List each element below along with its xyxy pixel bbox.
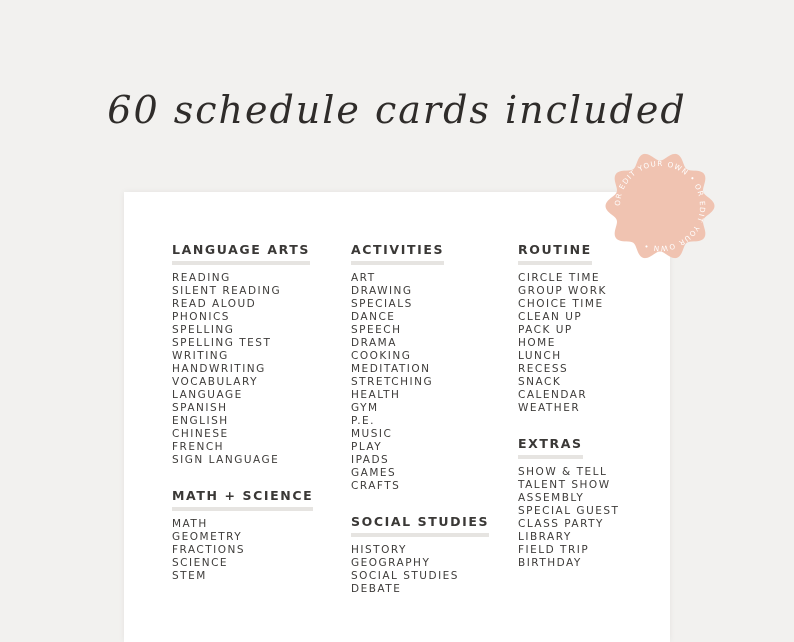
section-items xyxy=(518,466,619,570)
headline: 60 schedule cards included xyxy=(107,88,687,132)
list-item: LANGUAGE xyxy=(172,389,243,401)
list-item: WEATHER xyxy=(518,402,581,414)
list-item: TALENT SHOW xyxy=(518,479,611,491)
section-items xyxy=(172,518,313,583)
list-item: DRAMA xyxy=(351,337,397,349)
section-items xyxy=(518,272,619,415)
list-item: CRAFTS xyxy=(351,480,401,492)
list-item: HOME xyxy=(518,337,556,349)
list-item: GROUP WORK xyxy=(518,285,607,297)
list-item: CLEAN UP xyxy=(518,311,583,323)
list-item: GAMES xyxy=(351,467,397,479)
list-item: SILENT READING xyxy=(172,285,282,297)
list-item: PLAY xyxy=(351,441,383,453)
column-3 xyxy=(518,239,619,588)
list-item: ENGLISH xyxy=(172,415,229,427)
list-item: FRACTIONS xyxy=(172,544,246,556)
list-item: CIRCLE TIME xyxy=(518,272,601,284)
section-items xyxy=(351,544,489,596)
list-item: DANCE xyxy=(351,311,396,323)
list-item: SPANISH xyxy=(172,402,228,414)
list-item: CHOICE TIME xyxy=(518,298,604,310)
list-item: CLASS PARTY xyxy=(518,518,604,530)
schedule-card-list xyxy=(124,192,670,642)
list-item: FRENCH xyxy=(172,441,225,453)
section-title: MATH + SCIENCE xyxy=(172,488,313,511)
list-item: P.E. xyxy=(351,415,376,427)
list-item: PHONICS xyxy=(172,311,230,323)
list-item: MEDITATION xyxy=(351,363,431,375)
list-item: SIGN LANGUAGE xyxy=(172,454,280,466)
section-title: LANGUAGE ARTS xyxy=(172,242,310,265)
list-item: VOCABULARY xyxy=(172,376,258,388)
list-item: HEALTH xyxy=(351,389,401,401)
list-item: SPEECH xyxy=(351,324,402,336)
column-2 xyxy=(351,239,489,614)
list-item: SOCIAL STUDIES xyxy=(351,570,459,582)
scalloped-badge-icon xyxy=(604,150,716,262)
section-extras xyxy=(518,433,619,570)
list-item: SPELLING xyxy=(172,324,235,336)
list-item: MUSIC xyxy=(351,428,393,440)
list-item: CALENDAR xyxy=(518,389,588,401)
section-items xyxy=(351,272,489,493)
list-item: RECESS xyxy=(518,363,569,375)
list-item: COOKING xyxy=(351,350,412,362)
list-item: SPECIAL GUEST xyxy=(518,505,620,517)
list-item: ART xyxy=(351,272,376,284)
list-item: READ ALOUD xyxy=(172,298,257,310)
badge-text: OR EDIT YOUR OWN • OR EDIT YOUR OWN • xyxy=(612,158,708,254)
list-item: LIBRARY xyxy=(518,531,572,543)
section-math-science xyxy=(172,485,313,583)
list-item: DEBATE xyxy=(351,583,402,595)
list-item: STEM xyxy=(172,570,207,582)
list-item: READING xyxy=(172,272,231,284)
section-title: SOCIAL STUDIES xyxy=(351,514,489,537)
list-item: IPADS xyxy=(351,454,390,466)
list-item: GEOGRAPHY xyxy=(351,557,431,569)
list-item: GYM xyxy=(351,402,379,414)
list-item: SNACK xyxy=(518,376,562,388)
section-routine xyxy=(518,239,619,415)
list-item: LUNCH xyxy=(518,350,562,362)
list-item: ASSEMBLY xyxy=(518,492,585,504)
section-title: EXTRAS xyxy=(518,436,583,459)
list-item: SHOW & TELL xyxy=(518,466,608,478)
list-item: SCIENCE xyxy=(172,557,229,569)
section-activities xyxy=(351,239,489,493)
list-item: MATH xyxy=(172,518,208,530)
section-items xyxy=(172,272,313,467)
list-item: DRAWING xyxy=(351,285,413,297)
list-item: HANDWRITING xyxy=(172,363,266,375)
list-item: FIELD TRIP xyxy=(518,544,590,556)
list-item: GEOMETRY xyxy=(172,531,243,543)
list-item: CHINESE xyxy=(172,428,229,440)
list-item: WRITING xyxy=(172,350,229,362)
list-item: SPELLING TEST xyxy=(172,337,272,349)
section-title: ROUTINE xyxy=(518,242,592,265)
list-item: BIRTHDAY xyxy=(518,557,582,569)
list-item: HISTORY xyxy=(351,544,407,556)
column-1 xyxy=(172,239,313,601)
section-language-arts xyxy=(172,239,313,467)
edit-your-own-badge xyxy=(604,150,716,262)
list-item: SPECIALS xyxy=(351,298,413,310)
list-item: STRETCHING xyxy=(351,376,434,388)
section-social-studies xyxy=(351,511,489,596)
list-item: PACK UP xyxy=(518,324,573,336)
section-title: ACTIVITIES xyxy=(351,242,444,265)
